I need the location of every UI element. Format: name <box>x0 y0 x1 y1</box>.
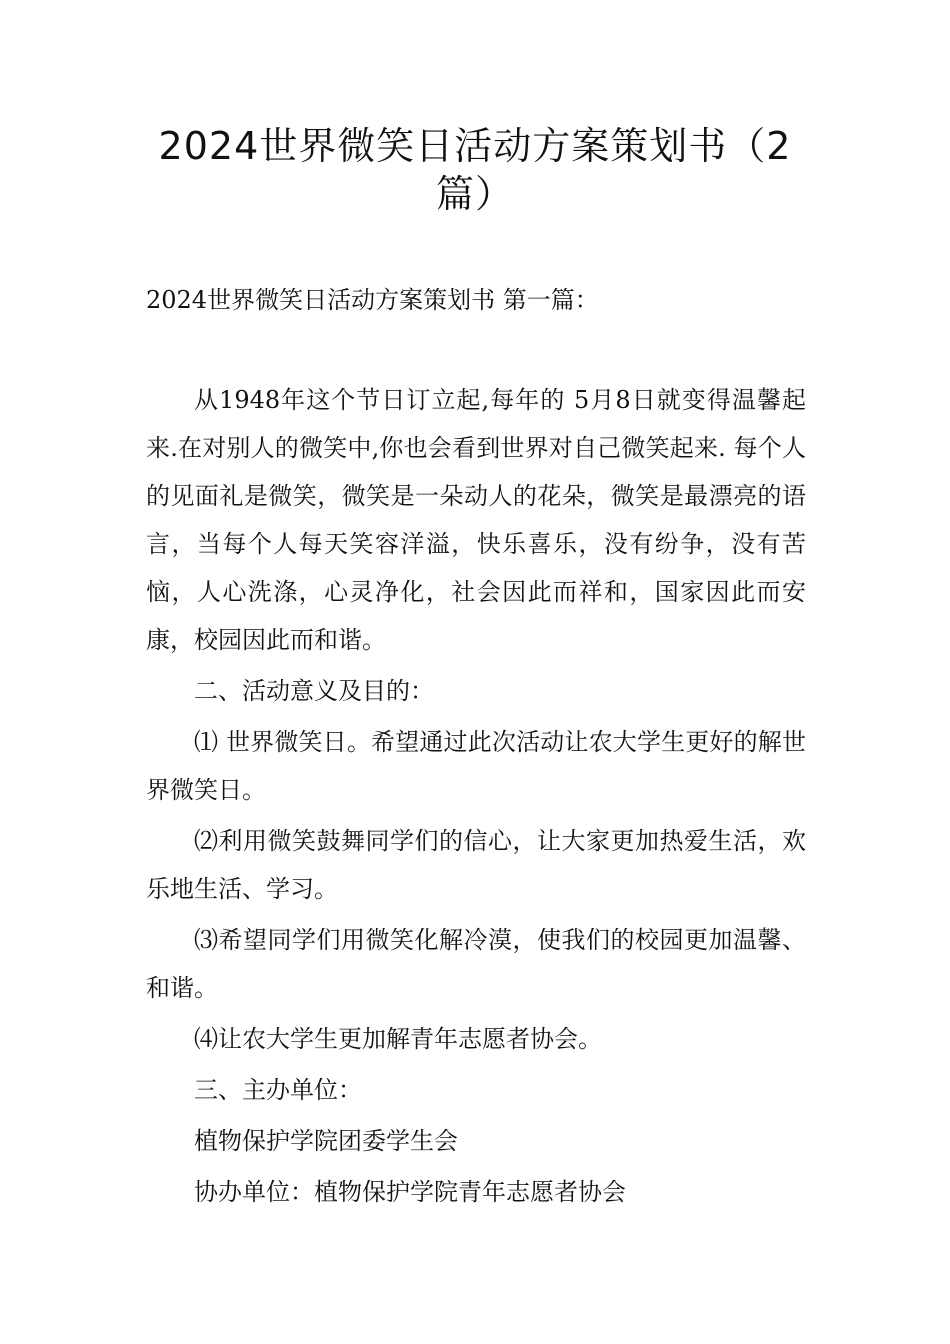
purpose-item-3: ⑶希望同学们用微笑化解冷漠，使我们的校园更加温馨、和谐。 <box>146 926 806 1002</box>
purpose-item-2: ⑵利用微笑鼓舞同学们的信心，让大家更加热爱生活，欢乐地生活、学习。 <box>146 827 806 903</box>
purpose-item-4: ⑷让农大学生更加解青年志愿者协会。 <box>194 1025 602 1053</box>
intro-paragraph: 从1948年这个节日订立起,每年的 5月8日就变得温馨起来.在对别人的微笑中,你也会看到世界对自己微笑起来. 每个人的见面礼是微笑，微笑是一朵动人的花朵，微笑是最漂亮的语言，当每个人每天笑容洋溢，快乐喜乐，没有纷争，没有苦恼，人心洗涤，心灵净化，社会因此而祥和，国家因此而安康，校园因此而和谐。 <box>146 386 806 654</box>
section-heading-organizer: 三、主办单位： <box>194 1076 362 1104</box>
document-body <box>146 376 806 1216</box>
section-heading-purpose: 二、活动意义及目的： <box>194 677 434 705</box>
organizer-name: 植物保护学院团委学生会 <box>194 1127 458 1155</box>
co-organizer: 协办单位：植物保护学院青年志愿者协会 <box>194 1178 626 1206</box>
document-subtitle: 2024世界微笑日活动方案策划书 第一篇： <box>146 286 599 314</box>
purpose-item-1: ⑴ 世界微笑日。希望通过此次活动让农大学生更好的解世界微笑日。 <box>146 728 806 804</box>
document-title: 2024世界微笑日活动方案策划书（2篇） <box>158 124 792 216</box>
